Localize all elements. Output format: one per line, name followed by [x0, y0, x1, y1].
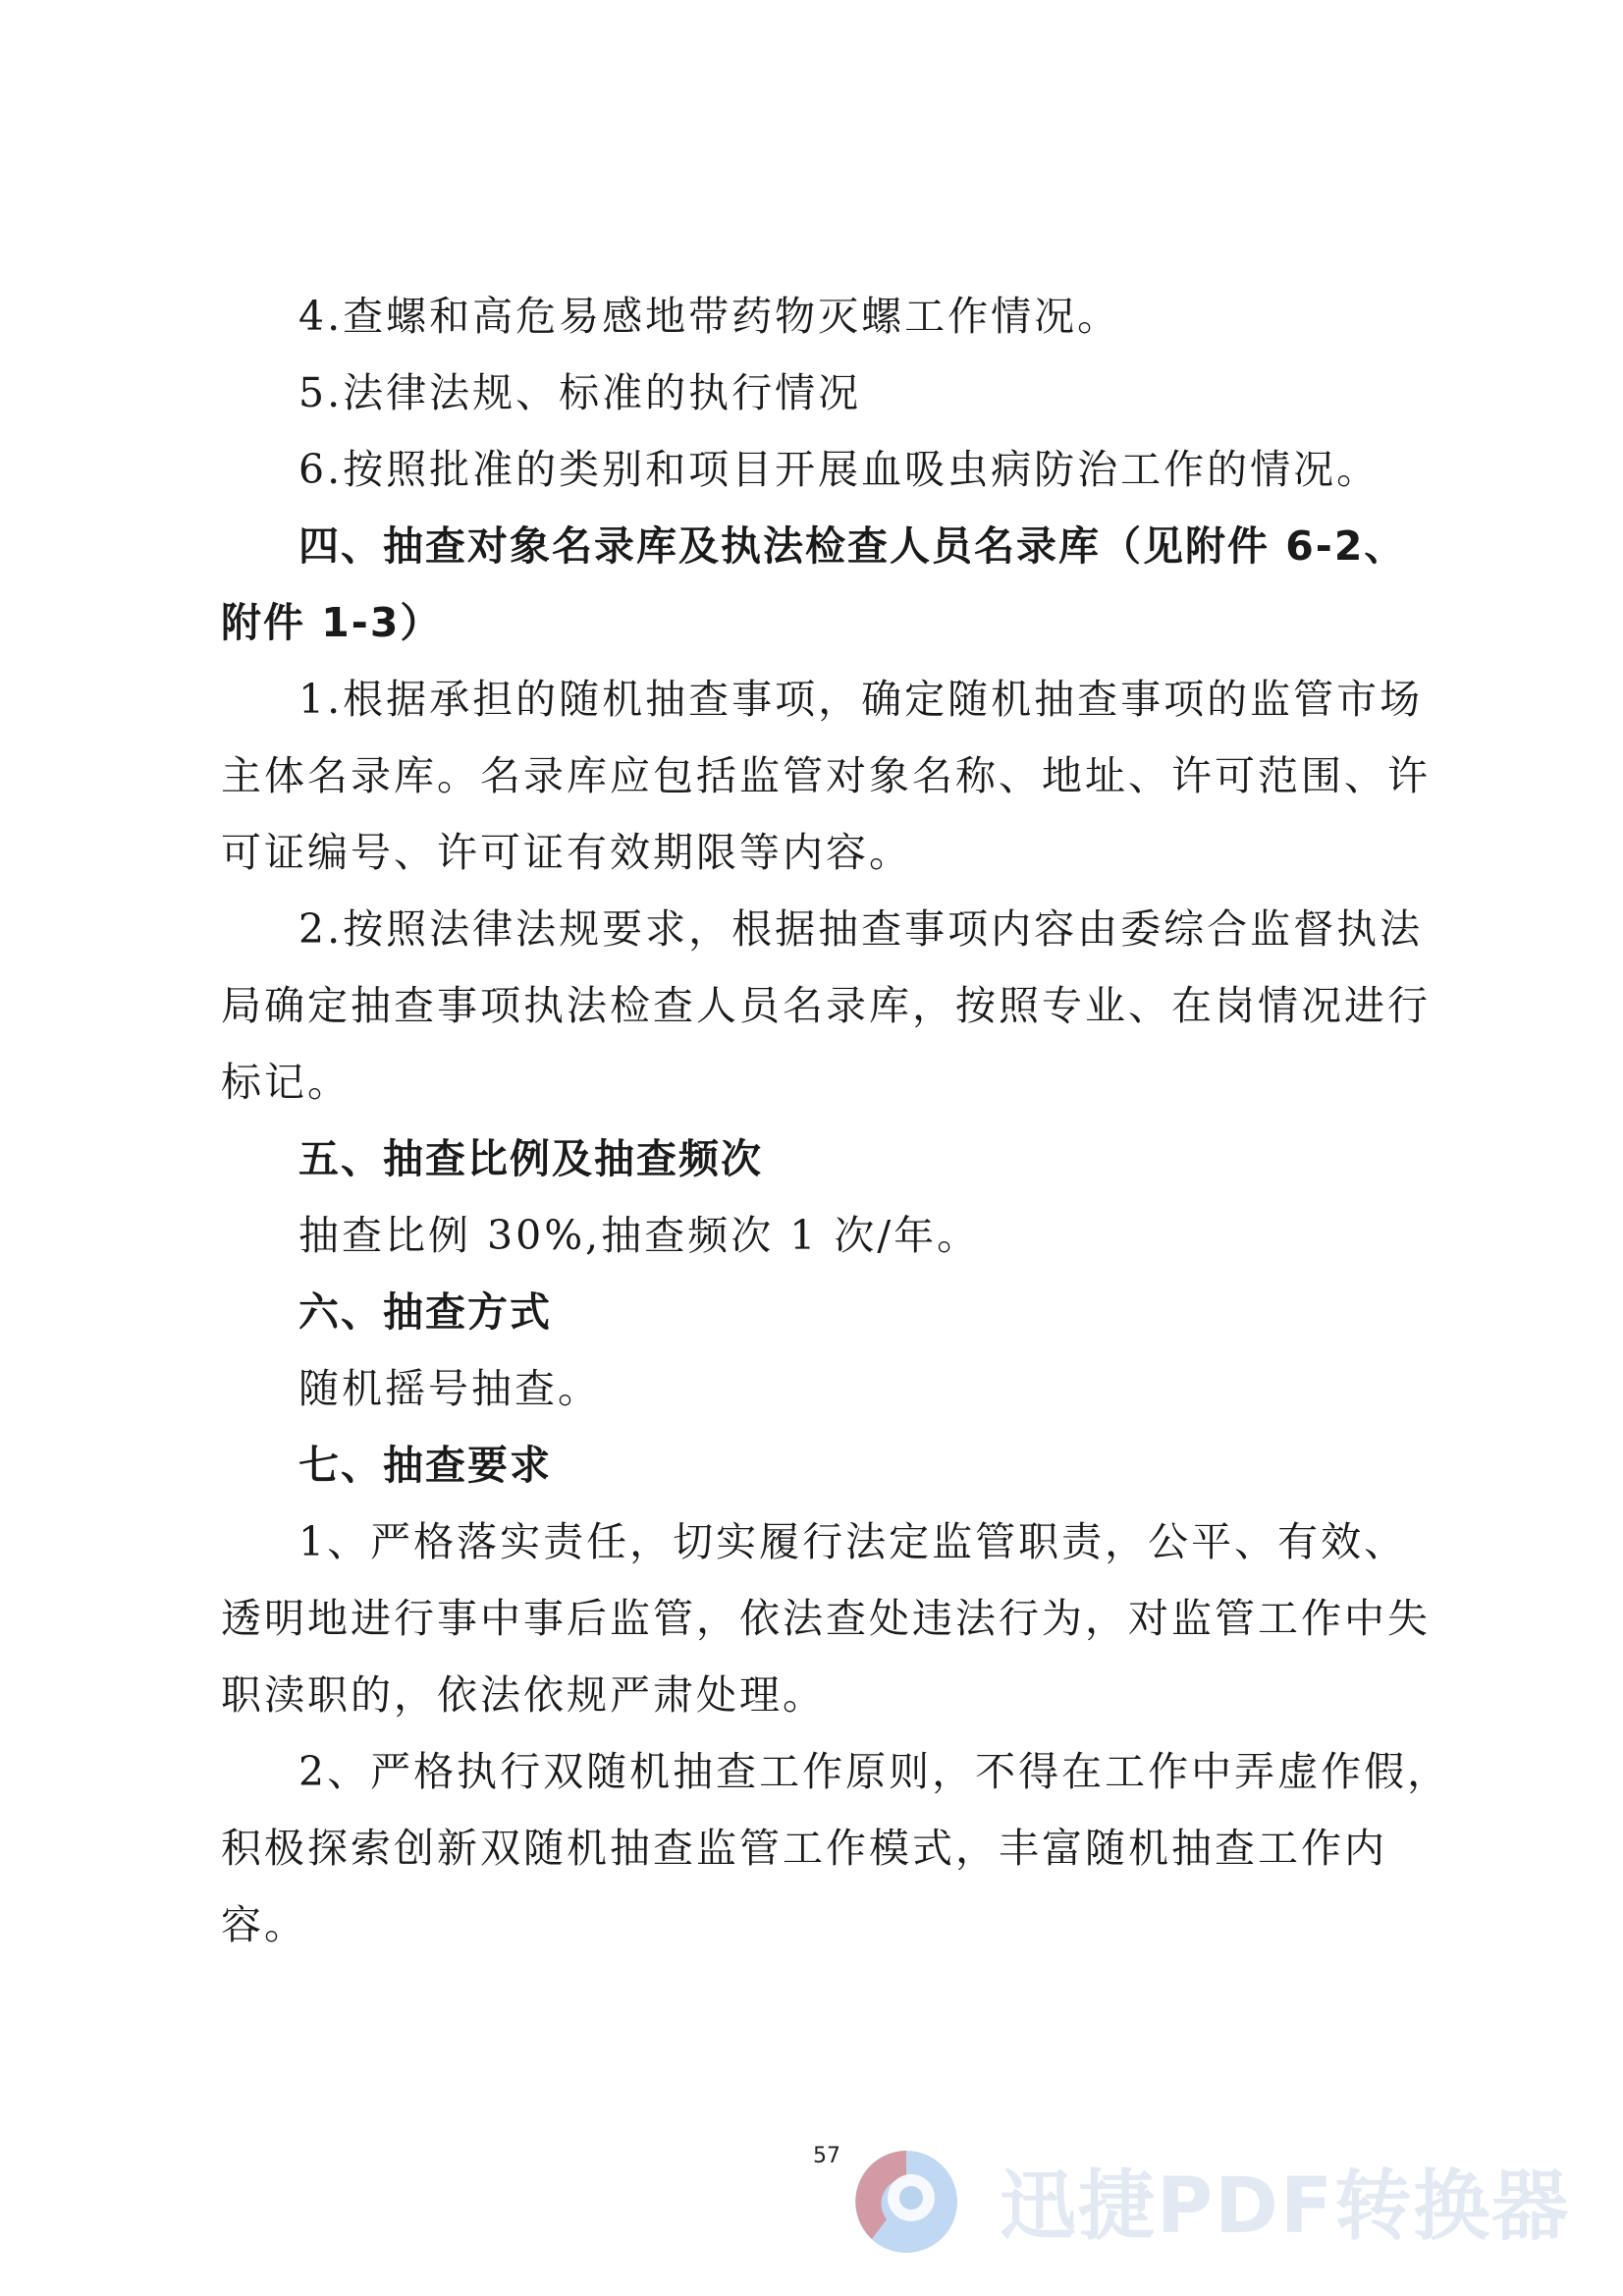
section-heading-7: 七、抽查要求: [298, 1442, 552, 1489]
paragraph-7-1-line-2: 透明地进行事中事后监管，依法查处违法行为，对监管工作中失: [221, 1595, 1431, 1642]
paragraph-4-1-line-2: 主体名录库。名录库应包括监管对象名称、地址、许可范围、许: [221, 752, 1431, 799]
paragraph-4-1-line-1: 1.根据承担的随机抽查事项，确定随机抽查事项的监管市场: [298, 676, 1424, 723]
paragraph-6: 随机摇号抽查。: [298, 1365, 601, 1412]
page-number: 57: [813, 2144, 840, 2168]
watermark-text: 迅捷PDF转换器: [1000, 2162, 1571, 2251]
pdf-converter-logo-icon: [842, 2141, 970, 2269]
section-heading-5: 五、抽查比例及抽查频次: [298, 1135, 763, 1182]
list-item-6: 6.按照批准的类别和项目开展血吸虫病防治工作的情况。: [298, 446, 1380, 493]
list-item-5: 5.法律法规、标准的执行情况: [298, 369, 862, 416]
paragraph-7-2-line-3: 容。: [221, 1901, 307, 1948]
paragraph-4-1-line-3: 可证编号、许可证有效期限等内容。: [221, 829, 912, 876]
section-heading-4: 四、抽查对象名录库及执法检查人员名录库（见附件 6-2、: [298, 522, 1407, 570]
paragraph-7-2-line-1: 2、严格执行双随机抽查工作原则，不得在工作中弄虚作假，: [298, 1748, 1451, 1795]
section-heading-4-continued: 附件 1-3）: [221, 599, 443, 646]
paragraph-7-1-line-3: 职渎职的，依法依规严肃处理。: [221, 1671, 826, 1719]
paragraph-4-2-line-1: 2.按照法律法规要求，根据抽查事项内容由委综合监督执法: [298, 905, 1424, 953]
paragraph-4-2-line-3: 标记。: [221, 1059, 351, 1106]
section-heading-6: 六、抽查方式: [298, 1288, 552, 1336]
paragraph-7-2-line-2: 积极探索创新双随机抽查监管工作模式，丰富随机抽查工作内: [221, 1825, 1387, 1872]
watermark: [842, 2141, 1589, 2269]
paragraph-4-2-line-2: 局确定抽查事项执法检查人员名录库，按照专业、在岗情况进行: [221, 982, 1431, 1029]
paragraph-5: 抽查比例 30%,抽查频次 1 次/年。: [298, 1212, 981, 1259]
list-item-4: 4.查螺和高危易感地带药物灭螺工作情况。: [298, 293, 1121, 340]
paragraph-7-1-line-1: 1、严格落实责任，切实履行法定监管职责，公平、有效、: [298, 1518, 1408, 1565]
